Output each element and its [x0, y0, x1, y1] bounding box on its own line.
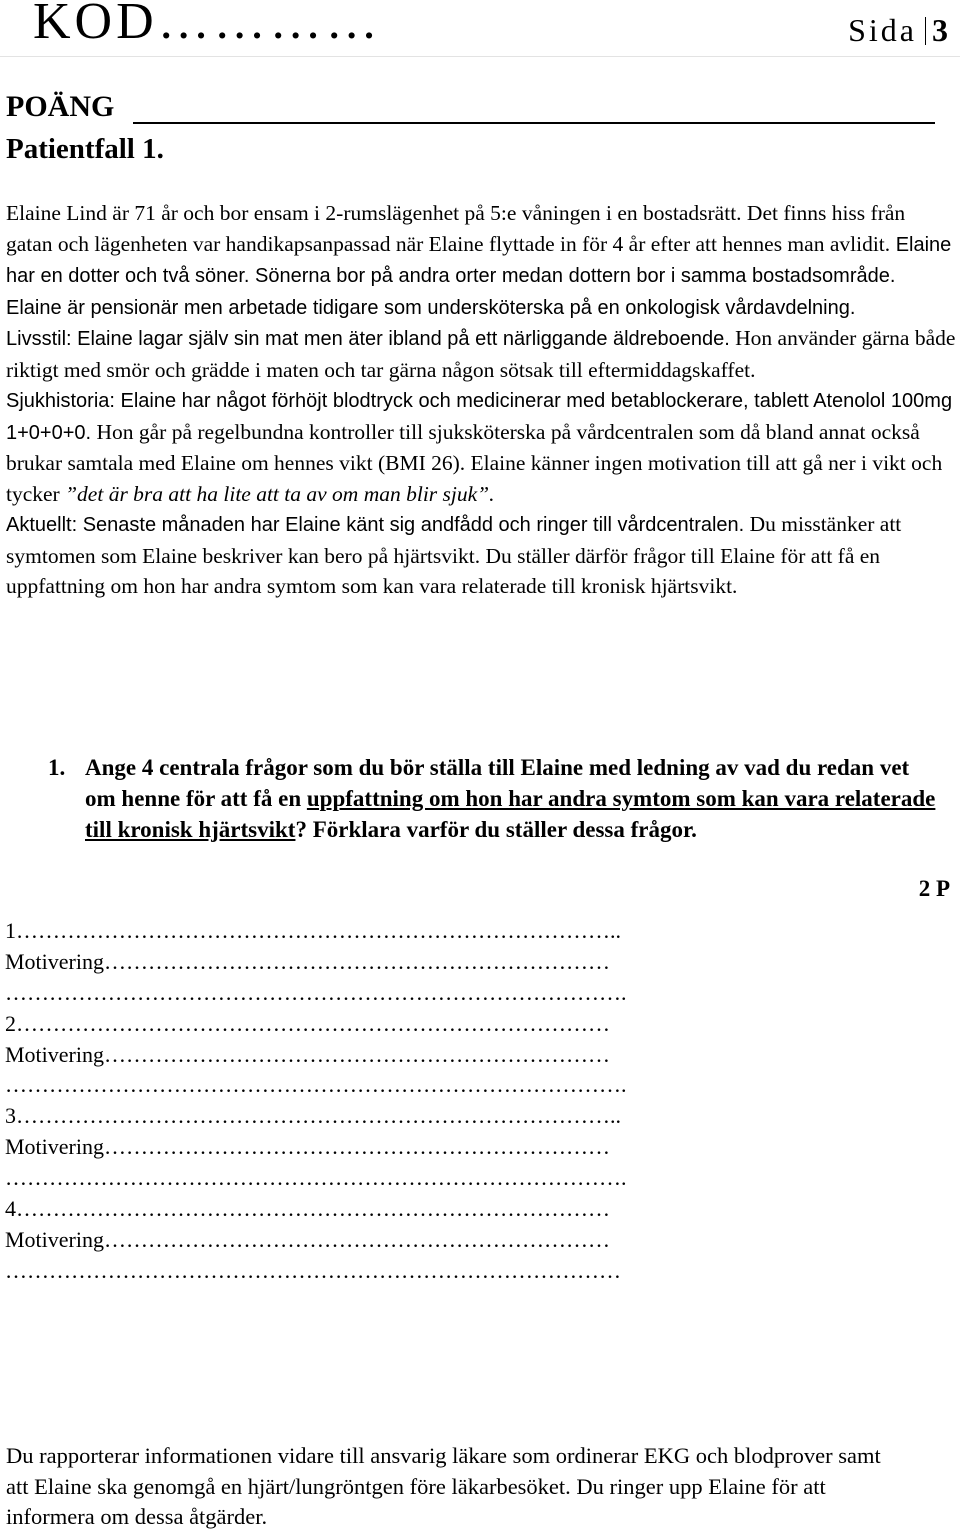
question-text-end: ? Förklara varför du ställer dessa frågor.: [295, 817, 697, 842]
case-description: [6, 198, 956, 602]
diet-text: Hon använder gärna både riktigt med smör och grädde i maten och tar gärna någon sötsak till eftermiddagskaffet.: [6, 326, 956, 382]
lifestyle-text: Livsstil: Elaine lagar själv sin mat men äter ibland på ett närliggande äldreboende.: [6, 328, 730, 350]
page-number-value: 3: [932, 12, 951, 48]
answer-line[interactable]: Motivering……………………………………………………………: [5, 1134, 610, 1160]
answer-line[interactable]: 2………………………………………………………………………: [5, 1010, 610, 1036]
question-1: [48, 752, 938, 845]
question-text-start: Ange 4 centrala frågor som du bör ställa till Elaine med ledning av vad du redan vet om henne för att få en: [85, 755, 910, 811]
answer-line[interactable]: Motivering……………………………………………………………: [5, 1226, 610, 1252]
page-header: [0, 0, 960, 57]
family-text: Elaine har en dotter och två söner. Sönerna bor på andra orter medan dottern bor i samma bostadsområde. Elaine är pensionär men arbetade tidigare som undersköterska på en onkologisk vårdavdelning.: [6, 233, 952, 319]
answer-line[interactable]: Motivering……………………………………………………………: [5, 1041, 610, 1067]
question-text: [85, 752, 938, 845]
answer-line[interactable]: 4………………………………………………………………………: [5, 1196, 610, 1222]
answer-line[interactable]: 1………………………………………………………………………..: [5, 918, 621, 943]
page-label: Sida: [848, 12, 917, 48]
answer-line[interactable]: ………………………………………………………………………….: [5, 979, 627, 1005]
history-text: Sjukhistoria: Elaine har något förhöjt blodtryck och medicinerar med betablockerare, tablett Atenolol 100mg 1+0+0+0.: [6, 390, 953, 444]
answer-line[interactable]: Motivering……………………………………………………………: [5, 948, 610, 974]
points-label: POÄNG: [6, 90, 115, 123]
answer-line[interactable]: ………………………………………………………………………….: [5, 1165, 627, 1191]
answer-line[interactable]: …………………………………………………………………………: [5, 1257, 621, 1283]
question-text-underlined: uppfattning om hon har andra symtom som kan vara relaterade till kronisk hjärtsvikt: [85, 786, 936, 842]
current-text: Aktuellt: Senaste månaden har Elaine känt sig andfådd och ringer till vårdcentralen.: [6, 514, 745, 536]
answer-area: [5, 916, 945, 1287]
page-separator: [925, 17, 926, 45]
paragraph-history: [6, 385, 956, 509]
code-field: KOD…………: [33, 0, 382, 50]
answer-line[interactable]: ………………………………………………………………………….: [5, 1072, 627, 1098]
question-points: 2 P: [918, 876, 950, 901]
question-number: 1.: [48, 755, 66, 780]
answer-line[interactable]: 3………………………………………………………………………..: [5, 1103, 621, 1129]
followup-paragraph: Du rapporterar informationen vidare till ansvarig läkare som ordinerar EKG och blodprover samt att Elaine ska genomgå en hjärt/lungröntgen före läkarbesöket. Du ringer upp Elaine för att informera om dessa åtgärder.: [6, 1443, 881, 1529]
points-blank-line: [133, 122, 935, 124]
history-followup-text: Hon går på regelbundna kontroller till sjuksköterska på vårdcentralen som då bland annat också brukar samtala med Elaine om hennes vikt (BMI 26). Elaine känner ingen motivation till att gå ner i vikt och tycker: [6, 419, 943, 506]
patient-quote: ”det är bra att ha lite att ta av om man blir sjuk”.: [65, 481, 495, 506]
paragraph-lifestyle: [6, 323, 956, 385]
paragraph-current: [6, 509, 956, 602]
paragraph-background: [6, 198, 956, 323]
case-title: Patientfall 1.: [6, 133, 164, 165]
current-followup-text: Du misstänker att symtomen som Elaine beskriver kan bero på hjärtsvikt. Du ställer därför frågor till Elaine för att få en uppfattning om hon har andra symtom som kan vara relaterade till kronisk hjärtsvikt.: [6, 512, 902, 598]
background-text: Elaine Lind är 71 år och bor ensam i 2-rumslägenhet på 5:e våningen i en bostadsrätt. Det finns hiss från gatan och lägenheten var handikapsanpassad när Elaine flyttade in för 4 år efter att hennes man avlidit.: [6, 201, 906, 256]
page-number: [848, 12, 951, 49]
